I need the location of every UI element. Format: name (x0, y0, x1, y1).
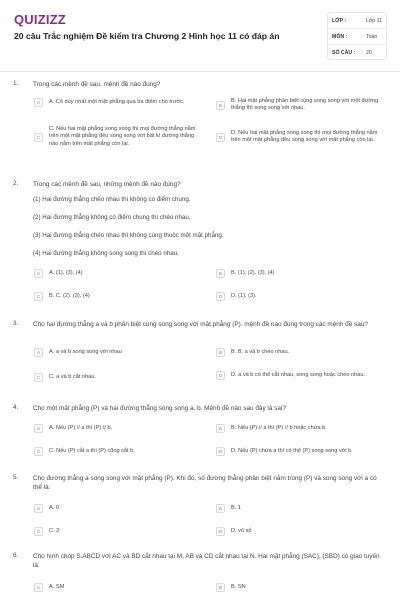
option-text: C. Nếu (P) cắt a thì (P) cũng cắt b. (49, 447, 135, 454)
question-number: 4. (13, 404, 19, 411)
option-letter-badge: B (216, 504, 225, 513)
option-text: B. Nếu (P) // a thì (P) // b hoặc chứa b. (231, 424, 327, 431)
option-letter-badge: C (34, 133, 43, 142)
option-text: D. vô số (231, 527, 252, 534)
option-text: B. B. a và b chéo nhau. (231, 348, 290, 355)
option-letter-badge: C (34, 447, 43, 456)
meta-row-class (328, 13, 386, 29)
option-text: A. SM (49, 583, 65, 590)
option-text: D. (1), (3). (231, 292, 257, 299)
meta-value: Lớp 11 (366, 17, 382, 24)
option-text: D. a và b có thể cắt nhau, song song hoặc chéo nhau. (231, 371, 366, 378)
option-letter-badge: A (34, 269, 43, 278)
option-letter-badge: A (34, 504, 43, 513)
option-letter-badge: C (34, 527, 43, 536)
option-letter-badge: A (34, 424, 43, 433)
header (0, 0, 400, 72)
option-text: B. 1 (231, 504, 241, 511)
option-letter-badge: B (216, 269, 225, 278)
option-letter-badge: C (34, 373, 43, 382)
option-text: A. Nếu (P) // a thì (P) // b. (49, 424, 113, 431)
option-b[interactable] (216, 348, 386, 357)
meta-row-count (328, 45, 386, 61)
question-text: Cho đường thẳng a song song với mặt phẳng (P). Khi đó, số đường thẳng phân biệt nằm trong (P) và song song với a có thể là: (33, 475, 377, 491)
option-text: B. C. (2). (3), (4) (49, 292, 90, 299)
option-c[interactable] (34, 126, 204, 148)
question-number: 6. (13, 552, 19, 559)
option-c[interactable] (34, 373, 204, 382)
statement: (2) Hai đường thẳng không có điểm chung thì chéo nhau. (33, 214, 191, 221)
option-text: D. Nếu hai mặt phẳng song song thì mọi đường thẳng nằm trên một mặt phẳng đều song song với mặt phẳng còn lại. (231, 130, 378, 144)
statement: (4) Hai đường thẳng không song song thì chéo nhau. (33, 250, 179, 257)
meta-row-subject (328, 29, 386, 45)
option-letter-badge: D (216, 527, 225, 536)
option-a[interactable] (34, 583, 204, 592)
option-b[interactable] (216, 504, 386, 513)
option-d[interactable] (216, 447, 386, 456)
option-letter-badge: B (216, 348, 225, 357)
option-d[interactable] (216, 527, 386, 536)
option-letter-badge: A (34, 98, 43, 107)
option-a[interactable] (34, 504, 204, 513)
option-c[interactable] (34, 447, 204, 456)
option-letter-badge: D (216, 133, 225, 142)
meta-value: Toán (366, 33, 378, 40)
quizizz-logo[interactable]: QUIZIZZ (14, 12, 66, 27)
option-letter-badge: A (34, 583, 43, 592)
question-number: 3. (13, 320, 19, 327)
meta-key: MÔN : (332, 33, 348, 40)
option-letter-badge: A (34, 348, 43, 357)
meta-key: LỚP : (332, 17, 347, 24)
option-b[interactable] (216, 98, 386, 113)
option-a[interactable] (34, 269, 204, 278)
question-text: Trong các mệnh đề sau, những mệnh đề nào đúng? (33, 181, 181, 188)
option-text: A. 0 (49, 504, 59, 511)
meta-key: SỐ CÂU : (332, 50, 356, 56)
option-b[interactable] (216, 583, 386, 592)
option-d[interactable] (216, 130, 386, 145)
option-letter-badge: D (216, 371, 225, 380)
meta-box (327, 12, 387, 60)
option-letter-badge: B (216, 101, 225, 110)
option-text: A. (1), (3), (4) (49, 269, 83, 276)
question-text: Cho hai đường thẳng a và b phân biệt cùng song song với mặt phẳng (P). mệnh đề nào đúng trong các mệnh đề sau? (33, 321, 368, 328)
option-text: C. a và b cắt nhau. (49, 373, 96, 380)
question-number: 2. (13, 180, 19, 187)
option-text: D. Nếu (P) chứa a thì có thể (P) song song với b (231, 447, 352, 454)
question-text: Trong các mệnh đề sau, mệnh đề nào đúng? (33, 81, 161, 88)
statement: (3) Hai đường thẳng chéo nhau thì không cùng thuộc một mặt phẳng. (33, 232, 224, 239)
option-letter-badge: D (216, 447, 225, 456)
page-title: 20 câu Trắc nghiệm Đề kiểm tra Chương 2 Hình học 11 có đáp án (14, 31, 280, 41)
option-letter-badge: B (216, 424, 225, 433)
question-number: 1. (13, 80, 19, 87)
statement: (1) Hai đường thẳng chéo nhau thì không có điểm chung. (33, 196, 191, 203)
option-letter-badge: D (216, 292, 225, 301)
meta-value: 20 (366, 50, 372, 56)
option-b[interactable] (216, 424, 386, 433)
option-text: B. (1), (2), (3), (4) (231, 269, 275, 276)
option-a[interactable] (34, 348, 204, 357)
option-letter-badge: B (216, 583, 225, 592)
option-text: B. SN (231, 583, 246, 590)
option-c[interactable] (34, 292, 204, 301)
option-a[interactable] (34, 98, 204, 107)
question-text: Cho hình chóp S.ABCD với AC và BD cắt nhau tại M, AB và CD cắt nhau tại N. Hai mặt phẳng (SAC), (SBD) có giao tuyến là: (33, 553, 380, 569)
option-b[interactable] (216, 269, 386, 278)
option-text: C. Nếu hai mặt phẳng song song thì mọi đường thẳng nằm trên một mặt phẳng đều song song với bất kì đường thẳng nào nằm trên mặt phẳng còn lại. (49, 126, 196, 147)
question-number: 5. (13, 474, 19, 481)
option-text: A. Có duy nhất một mặt phẳng qua ba điểm cho trước. (49, 98, 185, 105)
option-d[interactable] (216, 292, 386, 301)
option-c[interactable] (34, 527, 204, 536)
question-text: Cho một mặt phẳng (P) và hai đường thẳng song song a, b. Mệnh đề nào sau đây là sai? (33, 405, 286, 412)
option-text: B. Hai mặt phẳng phân biệt cùng song song với một đường thẳng thì song song với nhau. (231, 98, 379, 112)
option-a[interactable] (34, 424, 204, 433)
option-d[interactable] (216, 371, 386, 380)
option-letter-badge: C (34, 292, 43, 301)
option-text: C. 2 (49, 527, 60, 534)
option-text: A. a và b song song với nhau (49, 348, 122, 355)
